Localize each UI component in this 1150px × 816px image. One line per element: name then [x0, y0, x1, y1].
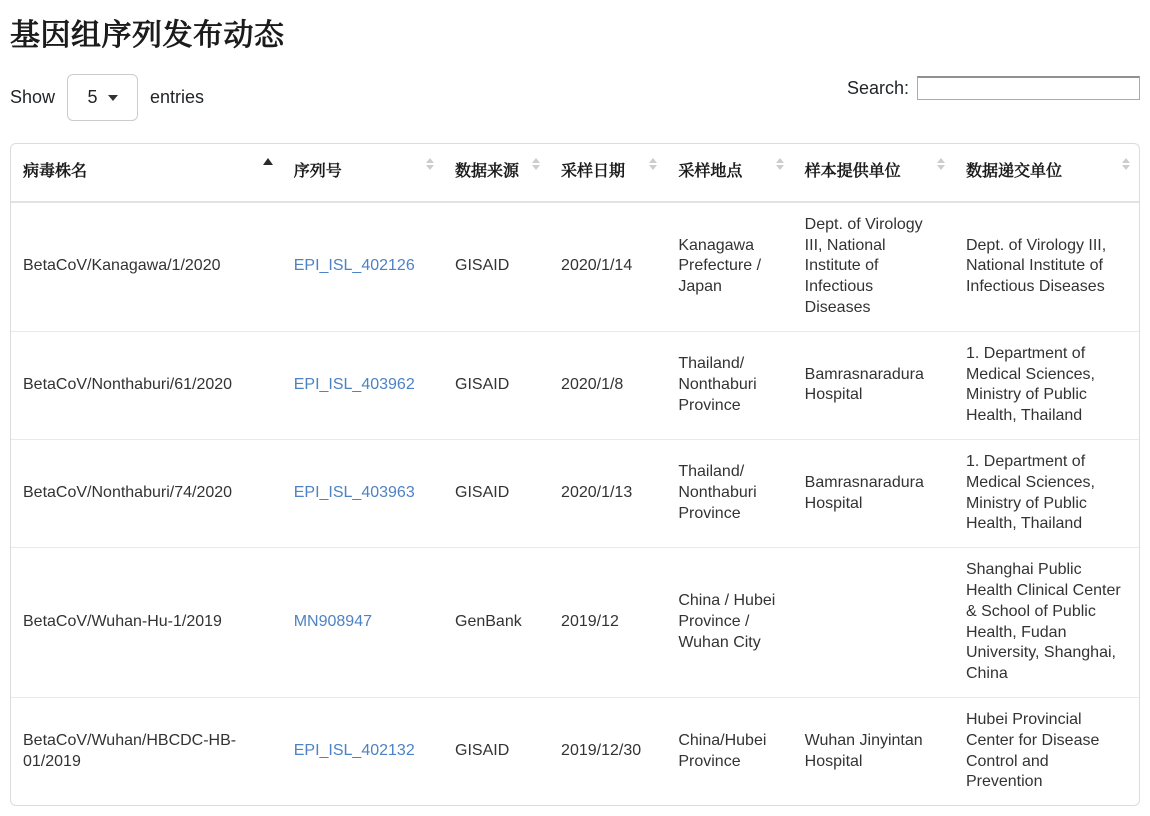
sort-both-icon: [426, 158, 434, 170]
column-header-accession[interactable]: 序列号: [282, 144, 443, 202]
cell-strain: BetaCoV/Nonthaburi/74/2020: [11, 439, 282, 547]
sort-both-icon: [776, 158, 784, 170]
column-header-provider[interactable]: 样本提供单位: [793, 144, 954, 202]
page-length-group: [10, 74, 204, 121]
column-header-location[interactable]: 采样地点: [666, 144, 792, 202]
genome-sequence-table-frame: [10, 143, 1140, 806]
sort-ascending-icon: [263, 158, 273, 165]
entries-label: entries: [150, 87, 205, 107]
table-row: [11, 331, 1139, 439]
cell-strain: BetaCoV/Nonthaburi/61/2020: [11, 331, 282, 439]
table-row: [11, 439, 1139, 547]
accession-link[interactable]: MN908947: [293, 613, 372, 631]
cell-location: Thailand/ Nonthaburi Province: [666, 331, 792, 439]
cell-submitter: 1. Department of Medical Sciences, Ministry of Public Health, Thailand: [954, 439, 1139, 547]
cell-source: GISAID: [443, 697, 549, 805]
cell-strain: BetaCoV/Wuhan/HBCDC-HB-01/2019: [11, 697, 282, 805]
cell-strain: BetaCoV/Kanagawa/1/2020: [23, 257, 221, 275]
table-controls: [10, 74, 1140, 121]
cell-accession: [282, 439, 443, 547]
cell-date: 2019/12: [549, 548, 666, 698]
cell-provider: [793, 548, 954, 698]
column-header-date[interactable]: 采样日期: [549, 144, 666, 202]
sort-both-icon: [649, 158, 657, 170]
cell-source: GISAID: [443, 439, 549, 547]
cell-accession: [282, 202, 443, 331]
accession-link[interactable]: EPI_ISL_402126: [293, 257, 415, 275]
sort-both-icon: [532, 158, 540, 170]
page-length-value: 5: [87, 87, 98, 107]
table-header: [11, 144, 1139, 202]
cell-submitter: 1. Department of Medical Sciences, Ministry of Public Health, Thailand: [954, 331, 1139, 439]
cell-accession: [282, 548, 443, 698]
accession-link[interactable]: EPI_ISL_403962: [293, 375, 415, 393]
cell-provider: Bamrasnaradura Hospital: [793, 331, 954, 439]
cell-date: 2019/12/30: [549, 697, 666, 805]
table-row: [11, 202, 1139, 331]
accession-link[interactable]: EPI_ISL_403963: [293, 484, 415, 502]
cell-accession: [282, 697, 443, 805]
cell-accession: [282, 331, 443, 439]
show-label: Show: [10, 87, 56, 107]
search-label: Search:: [846, 77, 909, 98]
cell-submitter: Dept. of Virology III, National Institute of Infectious Diseases: [965, 236, 1107, 296]
cell-provider: Dept. of Virology III, National Institute of Infectious Diseases: [804, 215, 923, 316]
cell-location: China / Hubei Province / Wuhan City: [666, 548, 792, 698]
sort-both-icon: [937, 158, 945, 170]
cell-provider: Bamrasnaradura Hospital: [793, 439, 954, 547]
cell-source: GISAID: [443, 331, 549, 439]
column-header-source[interactable]: 数据来源: [443, 144, 549, 202]
cell-source: GenBank: [443, 548, 549, 698]
accession-link[interactable]: EPI_ISL_402132: [293, 742, 415, 760]
cell-provider: Wuhan Jinyintan Hospital: [793, 697, 954, 805]
cell-date: 2020/1/8: [549, 331, 666, 439]
table-row: [11, 548, 1139, 698]
cell-date: 2020/1/14: [561, 257, 633, 275]
cell-location: China/Hubei Province: [666, 697, 792, 805]
column-header-strain[interactable]: 病毒株名: [11, 144, 282, 202]
search-input[interactable]: [917, 76, 1140, 100]
cell-date: 2020/1/13: [549, 439, 666, 547]
search-group: [847, 76, 1140, 100]
table-row: [11, 697, 1139, 805]
column-header-submitter[interactable]: 数据递交单位: [954, 144, 1139, 202]
cell-source: GISAID: [455, 257, 510, 275]
sort-both-icon: [1122, 158, 1130, 170]
cell-submitter: Hubei Provincial Center for Disease Control and Prevention: [954, 697, 1139, 805]
cell-location: Kanagawa Prefecture / Japan: [678, 236, 762, 296]
page-length-select[interactable]: [67, 74, 138, 121]
cell-strain: BetaCoV/Wuhan-Hu-1/2019: [11, 548, 282, 698]
chevron-down-icon: [108, 95, 118, 101]
cell-submitter: Shanghai Public Health Clinical Center & School of Public Health, Fudan University, Shanghai, China: [954, 548, 1139, 698]
genome-sequence-table: [11, 144, 1139, 805]
page-title: 基因组序列发布动态: [10, 19, 285, 52]
cell-location: Thailand/ Nonthaburi Province: [666, 439, 792, 547]
